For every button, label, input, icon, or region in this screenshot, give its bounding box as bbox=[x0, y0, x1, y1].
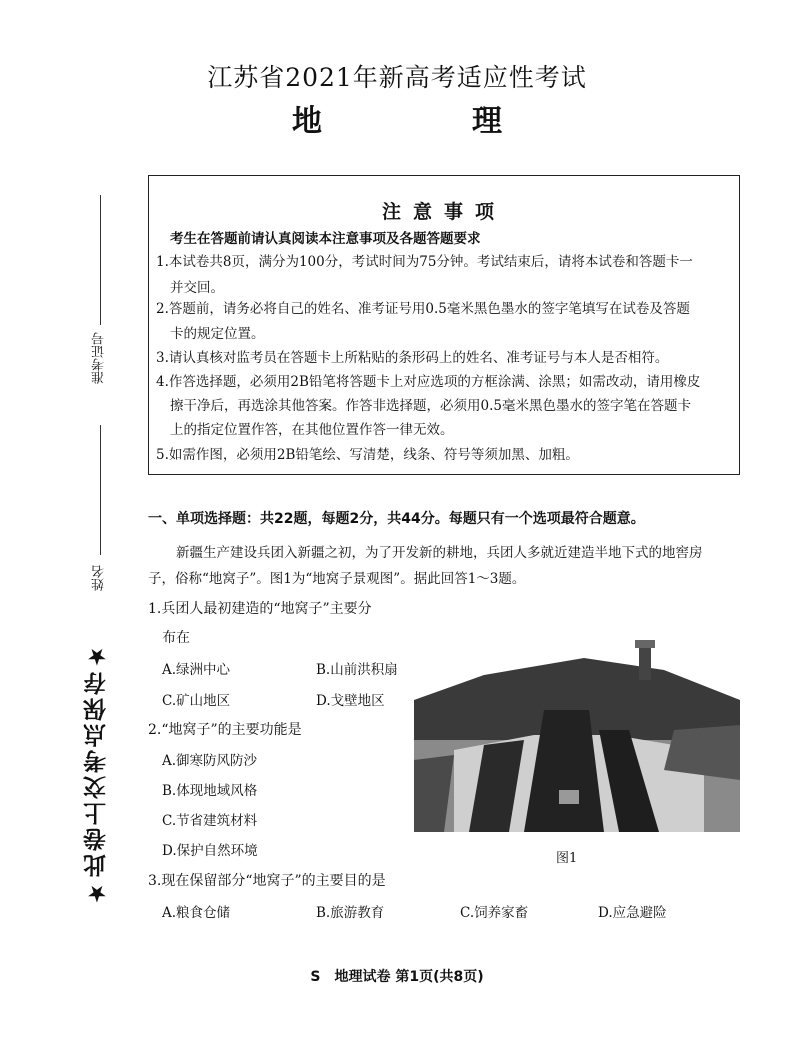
q1-option-a[interactable]: A.绿洲中心 bbox=[162, 662, 231, 678]
notice-line: 并交回。 bbox=[170, 280, 224, 296]
exam-id-line bbox=[100, 195, 101, 325]
dwelling-photo-illustration bbox=[414, 640, 740, 832]
notice-line: 5.如需作图，必须用2B铅笔绘、写清楚，线条、符号等须加黑、加粗。 bbox=[156, 447, 579, 463]
name-line bbox=[100, 425, 101, 555]
notice-line: 3.请认真核对监考员在答题卡上所粘贴的条形码上的姓名、准考证号与本人是否相符。 bbox=[156, 350, 669, 366]
q2-option-a[interactable]: A.御寒防风防沙 bbox=[162, 753, 258, 769]
exam-id-label: 准考证号 bbox=[92, 332, 107, 384]
material-text: 子，俗称“地窝子”。图1为“地窝子景观图”。据此回答1～3题。 bbox=[148, 571, 526, 587]
keep-paper-banner: ★此卷上交考点保存★ bbox=[84, 640, 110, 906]
figure-1-caption: 图1 bbox=[556, 851, 578, 866]
name-label: 姓名 bbox=[92, 565, 107, 591]
question-2-stem: 2.“地窝子”的主要功能是 bbox=[148, 722, 302, 738]
question-3-stem: 3.现在保留部分“地窝子”的主要目的是 bbox=[148, 873, 386, 889]
notice-line: 1.本试卷共8页，满分为100分，考试时间为75分钟。考试结束后，请将本试卷和答题卡一 bbox=[156, 254, 693, 270]
notice-line: 上的指定位置作答，在其他位置作答一律无效。 bbox=[170, 422, 454, 438]
notice-intro: 考生在答题前请认真阅读本注意事项及各题答题要求 bbox=[170, 231, 481, 247]
notice-line: 擦干净后，再选涂其他答案。作答非选择题，必须用0.5毫米黑色墨水的签字笔在答题卡 bbox=[170, 398, 691, 414]
q1-option-c[interactable]: C.矿山地区 bbox=[162, 693, 231, 709]
subject-title: 地 理 bbox=[292, 104, 562, 139]
q2-option-c[interactable]: C.节省建筑材料 bbox=[162, 813, 258, 829]
notice-title: 注意事项 bbox=[381, 201, 506, 223]
q3-option-c[interactable]: C.饲养家畜 bbox=[460, 905, 529, 921]
q2-option-d[interactable]: D.保护自然环境 bbox=[162, 843, 258, 859]
q1-option-b[interactable]: B.山前洪积扇 bbox=[316, 662, 398, 678]
q3-option-a[interactable]: A.粮食仓储 bbox=[162, 905, 231, 921]
page-footer: S 地理试卷 第1页(共8页) bbox=[310, 969, 484, 985]
notice-line: 4.作答选择题，必须用2B铅笔将答题卡上对应选项的方框涂满、涂黑；如需改动，请用橡皮 bbox=[156, 374, 701, 390]
q2-option-b[interactable]: B.体现地域风格 bbox=[162, 783, 258, 799]
material-text: 新疆生产建设兵团入新疆之初，为了开发新的耕地，兵团人多就近建造半地下式的地窖房 bbox=[176, 545, 703, 561]
q1-option-d[interactable]: D.戈壁地区 bbox=[316, 693, 385, 709]
notice-line: 2.答题前，请务必将自己的姓名、准考证号用0.5毫米黑色墨水的签字笔填写在试卷及答题 bbox=[156, 301, 690, 317]
figure-1-photo bbox=[414, 640, 740, 832]
q3-option-d[interactable]: D.应急避险 bbox=[598, 905, 667, 921]
exam-title: 江苏省2021年新高考适应性考试 bbox=[207, 63, 587, 92]
section-heading: 一、单项选择题：共22题，每题2分，共44分。每题只有一个选项最符合题意。 bbox=[148, 511, 645, 527]
question-1-stem: 布在 bbox=[162, 630, 190, 646]
question-1-stem: 1.兵团人最初建造的“地窝子”主要分 bbox=[148, 601, 372, 617]
q3-option-b[interactable]: B.旅游教育 bbox=[316, 905, 385, 921]
notice-line: 卡的规定位置。 bbox=[170, 326, 265, 342]
